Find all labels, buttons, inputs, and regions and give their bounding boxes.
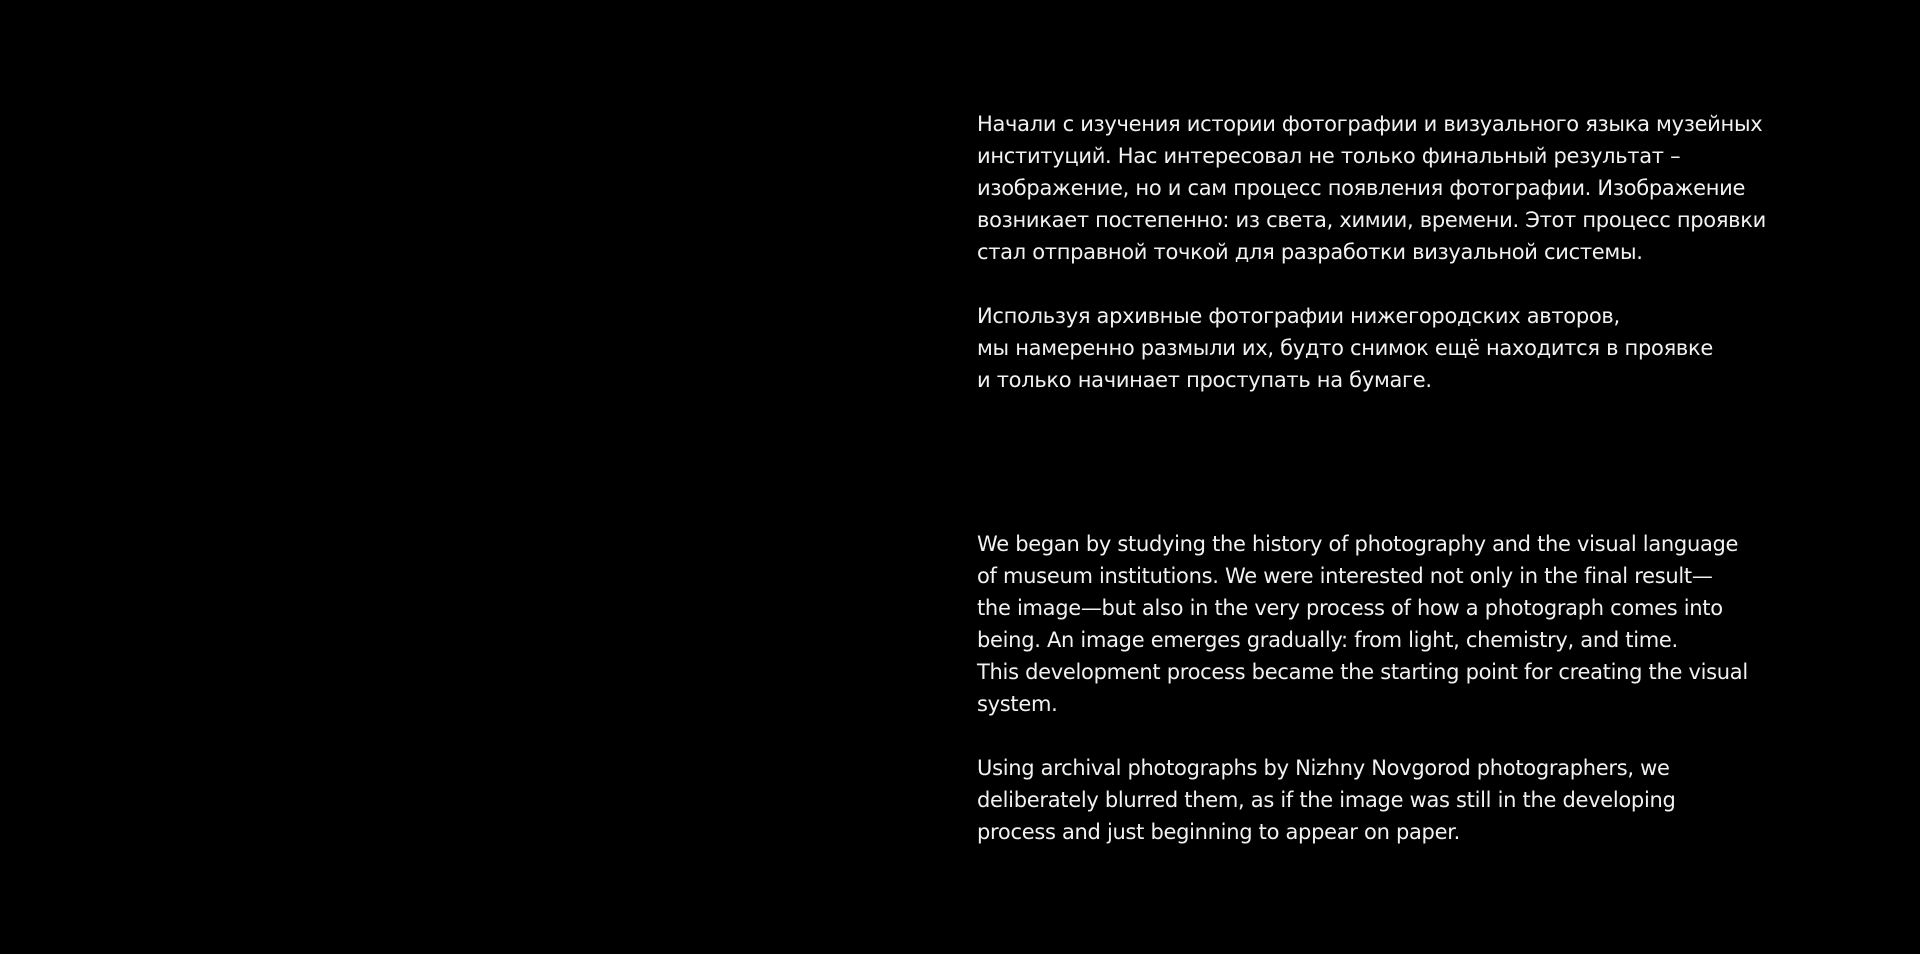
russian-paragraph-2: Используя архивные фотографии нижегородских авторов, мы намеренно размыли их, будто снимок ещё находится в проявке и только начинает проступать на бумаге.	[977, 304, 1713, 392]
russian-paragraph-1: Начали с изучения истории фотографии и визуального языка музейных институций. Нас интересовал не только финальный результат – изображение, но и сам процесс появления фотографии. Изображение возникает постепенно: из света, химии, времени. Этот процесс проявки стал отправной точкой для разработки визуальной системы.	[977, 112, 1766, 264]
english-paragraph-1: We began by studying the history of photography and the visual language of museum institutions. We were interested not only in the final result— the image—but also in the very process of how a photograph comes into being. An image emerges gradually: from light, chemistry, and time. This development process became the starting point for creating the visual system.	[977, 532, 1748, 716]
english-paragraph-2: Using archival photographs by Nizhny Novgorod photographers, we deliberately blurred them, as if the image was still in the developing process and just beginning to appear on paper.	[977, 756, 1676, 844]
english-text-section	[977, 528, 1857, 848]
russian-text-section	[977, 108, 1857, 396]
